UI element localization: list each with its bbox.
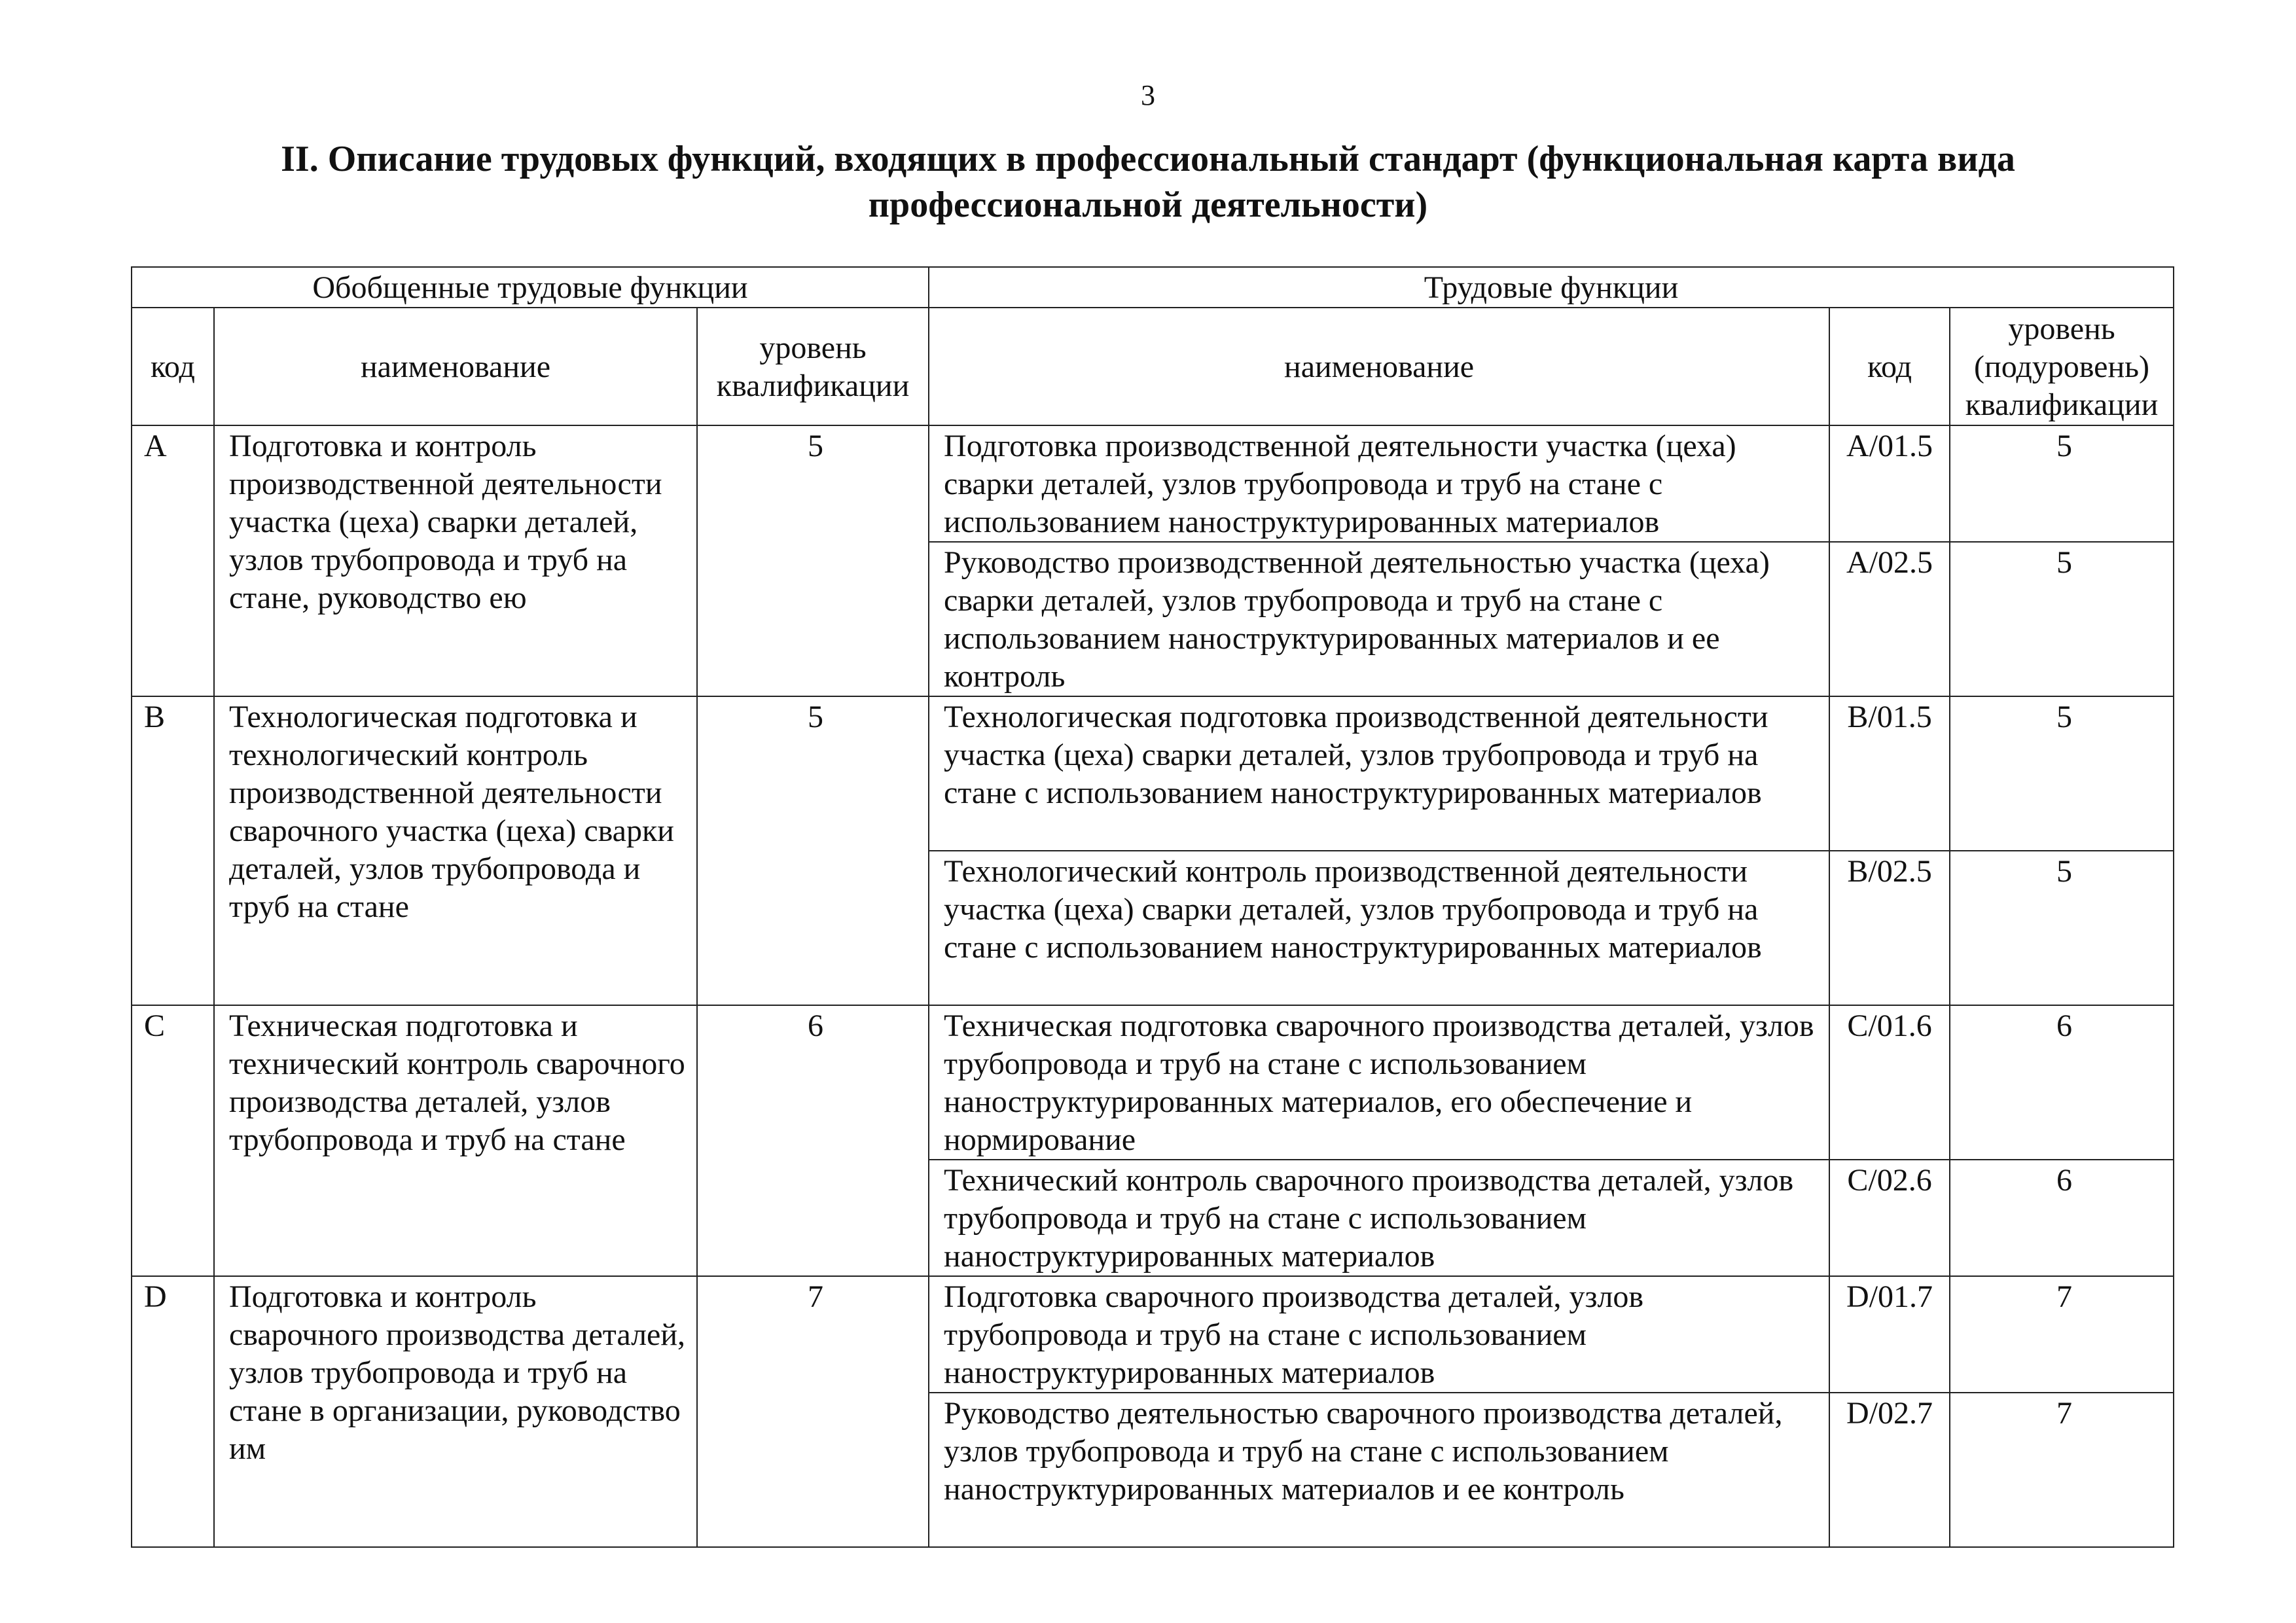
table-header-row-groups	[132, 267, 2174, 308]
generalized-function-level: 5	[697, 696, 929, 1005]
labor-function-code: A/02.5	[1829, 542, 1950, 696]
labor-function-name: Техническая подготовка сварочного производства деталей, узлов трубопровода и труб на стане с использованием наноструктурированных материалов, его обеспечение и нормирование	[929, 1005, 1829, 1160]
labor-function-name: Подготовка сварочного производства деталей, узлов трубопровода и труб на стане с использованием наноструктурированных материалов	[929, 1276, 1829, 1393]
table-row	[132, 1005, 2174, 1160]
labor-function-level: 5	[1950, 425, 2174, 542]
functional-map-table	[131, 266, 2174, 1548]
labor-function-level: 6	[1950, 1005, 2174, 1160]
generalized-function-name: Технологическая подготовка и технологический контроль производственной деятельности сварочного участка (цеха) сварки деталей, узлов трубопровода и труб на стане	[214, 696, 697, 1005]
generalized-function-code: C	[132, 1005, 214, 1276]
table-row	[132, 1276, 2174, 1393]
labor-function-name: Руководство деятельностью сварочного производства деталей, узлов трубопровода и труб на стане с использованием наноструктурированных материалов и ее контроль	[929, 1393, 1829, 1547]
section-title: II. Описание трудовых функций, входящих в профессиональный стандарт (функциональная карта вида профессиональной деятельности)	[281, 139, 2015, 225]
header-code: код	[132, 308, 214, 425]
generalized-function-code: A	[132, 425, 214, 696]
generalized-function-code: B	[132, 696, 214, 1005]
generalized-function-code: D	[132, 1276, 214, 1547]
labor-function-level: 5	[1950, 696, 2174, 851]
header-labor-code: код	[1829, 308, 1950, 425]
header-qualification-level: уровень квалификации	[697, 308, 929, 425]
generalized-function-name: Техническая подготовка и технический контроль сварочного производства деталей, узлов трубопровода и труб на стане	[214, 1005, 697, 1276]
generalized-function-level: 5	[697, 425, 929, 696]
generalized-function-level: 7	[697, 1276, 929, 1547]
labor-function-name: Подготовка производственной деятельности участка (цеха) сварки деталей, узлов трубопровода и труб на стане с использованием наноструктурированных материалов	[929, 425, 1829, 542]
labor-function-code: C/01.6	[1829, 1005, 1950, 1160]
labor-function-code: D/01.7	[1829, 1276, 1950, 1393]
labor-function-level: 6	[1950, 1160, 2174, 1276]
labor-function-level: 5	[1950, 851, 2174, 1005]
header-labor-functions: Трудовые функции	[929, 267, 2174, 308]
generalized-function-name: Подготовка и контроль сварочного производства деталей, узлов трубопровода и труб на стане в организации, руководство им	[214, 1276, 697, 1547]
labor-function-name: Технический контроль сварочного производства деталей, узлов трубопровода и труб на стане с использованием наноструктурированных материалов	[929, 1160, 1829, 1276]
table-row	[132, 425, 2174, 542]
labor-function-name: Руководство производственной деятельностью участка (цеха) сварки деталей, узлов трубопровода и труб на стане с использованием наноструктурированных материалов и ее контроль	[929, 542, 1829, 696]
header-generalized-functions: Обобщенные трудовые функции	[132, 267, 929, 308]
labor-function-level: 7	[1950, 1276, 2174, 1393]
table-row	[132, 696, 2174, 851]
generalized-function-name: Подготовка и контроль производственной деятельности участка (цеха) сварки деталей, узлов трубопровода и труб на стане, руководство ею	[214, 425, 697, 696]
labor-function-code: B/01.5	[1829, 696, 1950, 851]
header-labor-level: уровень (подуровень) квалификации	[1950, 308, 2174, 425]
header-labor-name: наименование	[929, 308, 1829, 425]
generalized-function-level: 6	[697, 1005, 929, 1276]
page-number: 3	[1141, 79, 1155, 111]
labor-function-name: Технологический контроль производственной деятельности участка (цеха) сварки деталей, узлов трубопровода и труб на стане с использованием наноструктурированных материалов	[929, 851, 1829, 1005]
labor-function-code: D/02.7	[1829, 1393, 1950, 1547]
labor-function-code: B/02.5	[1829, 851, 1950, 1005]
labor-function-name: Технологическая подготовка производственной деятельности участка (цеха) сварки деталей, узлов трубопровода и труб на стане с использованием наноструктурированных материалов	[929, 696, 1829, 851]
labor-function-level: 7	[1950, 1393, 2174, 1547]
labor-function-code: C/02.6	[1829, 1160, 1950, 1276]
labor-function-code: A/01.5	[1829, 425, 1950, 542]
table-header-row-columns	[132, 308, 2174, 425]
header-name: наименование	[214, 308, 697, 425]
labor-function-level: 5	[1950, 542, 2174, 696]
